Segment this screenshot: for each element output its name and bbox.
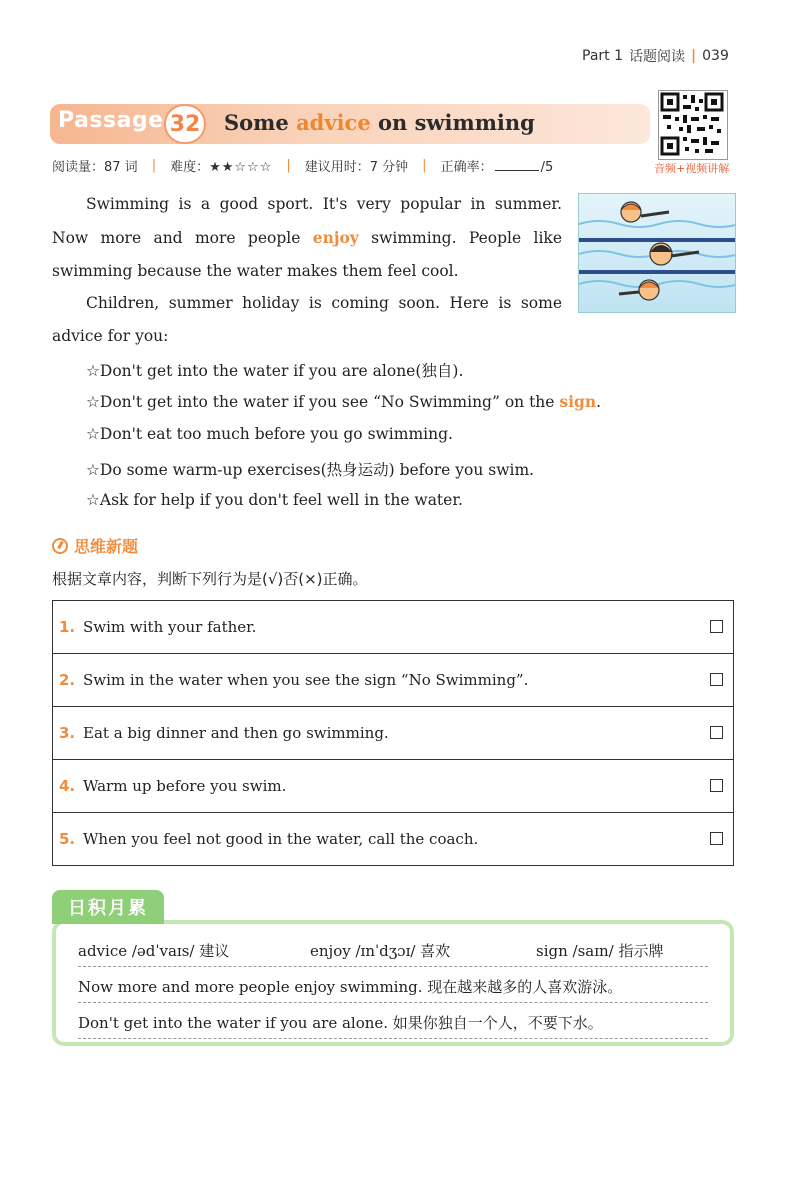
title-part: on swimming <box>378 110 535 135</box>
accuracy-total: /5 <box>540 160 554 175</box>
advice-item: ☆Ask for help if you don't feel well in the water. <box>86 491 463 509</box>
advice-item <box>86 392 601 411</box>
vocab-word: advice /ədˈvaɪs/ 建议 <box>78 942 230 960</box>
page-header <box>582 46 729 66</box>
answer-checkbox[interactable] <box>710 620 723 633</box>
vocab-words <box>78 936 708 967</box>
divider: | <box>151 158 157 173</box>
suggested-time: 建议用时：7 分钟 <box>304 160 409 175</box>
passage-title <box>224 110 535 135</box>
advice-item: ☆Don't eat too much before you go swimming. <box>86 425 453 443</box>
title-keyword: advice <box>296 110 371 135</box>
advice-item: ☆Do some warm-up exercises(热身运动) before you swim. <box>86 461 535 479</box>
text-run: swimming. People like swimming because the water makes them feel cool. <box>52 229 562 280</box>
question-text: Swim in the water when you see the sign “No Swimming”. <box>83 671 529 689</box>
accuracy-blank[interactable] <box>495 158 539 171</box>
reading-info <box>52 156 553 175</box>
text-run: ☆Don't get into the water if you see “No Swimming” on the <box>86 393 560 411</box>
difficulty-stars: ★★☆☆☆ <box>209 160 273 175</box>
pen-icon <box>52 538 68 554</box>
questions-table <box>52 600 734 866</box>
paragraph-2: Children, summer holiday is coming soon. Here is some advice for you: <box>52 294 562 345</box>
paragraph-1 <box>52 188 562 288</box>
vocab-sentence-1: Now more and more people enjoy swimming. 现在越来越多的人喜欢游泳。 <box>78 972 708 1003</box>
text-run: Swimming is a good sport. It's very popular in summer. Now more and more people <box>52 195 562 247</box>
question-text: When you feel not good in the water, call the coach. <box>83 830 479 848</box>
passage-label: Passage <box>58 108 164 133</box>
accuracy <box>441 156 554 175</box>
vocab-word: enjoy /ɪnˈdʒɔɪ/ 喜欢 <box>310 942 451 960</box>
question-text: Swim with your father. <box>83 618 257 636</box>
part-label: Part 1 <box>582 48 623 64</box>
page-number: 039 <box>702 48 729 64</box>
question-number: 5. <box>59 830 76 848</box>
question-row <box>53 601 733 654</box>
answer-checkbox[interactable] <box>710 779 723 792</box>
section-label: 话题阅读 <box>629 49 685 65</box>
section-title: 思维新题 <box>74 537 139 556</box>
answer-checkbox[interactable] <box>710 726 723 739</box>
answer-checkbox[interactable] <box>710 673 723 686</box>
question-number: 2. <box>59 671 76 689</box>
question-row <box>53 707 733 760</box>
keyword-sign: sign <box>559 392 597 411</box>
vocab-tab: 日积月累 <box>52 890 164 924</box>
vocab-sentence-2: Don't get into the water if you are alone. 如果你独自一个人，不要下水。 <box>78 1008 708 1039</box>
passage-number: 32 <box>164 104 206 144</box>
vocab-word: sign /saɪn/ 指示牌 <box>536 942 664 960</box>
qr-code-graphic <box>659 91 725 157</box>
divider: | <box>691 48 697 64</box>
question-number: 1. <box>59 618 76 636</box>
question-row <box>53 813 733 865</box>
swimmers-illustration <box>578 193 736 313</box>
divider: | <box>422 158 427 173</box>
swimmers-image <box>579 194 735 312</box>
section-heading <box>52 534 138 557</box>
question-row <box>53 760 733 813</box>
question-number: 3. <box>59 724 76 742</box>
question-row <box>53 654 733 707</box>
difficulty <box>170 156 272 175</box>
question-text: Warm up before you swim. <box>83 777 287 795</box>
title-part: Some <box>224 110 289 135</box>
text-run: . <box>596 393 602 411</box>
accuracy-label: 正确率： <box>440 160 493 175</box>
divider: | <box>286 158 291 173</box>
keyword-enjoy: enjoy <box>312 228 359 247</box>
word-count: 阅读量：87 词 <box>52 160 138 175</box>
difficulty-label: 难度： <box>170 160 210 175</box>
advice-item: ☆Don't get into the water if you are alone(独自). <box>86 362 464 380</box>
question-text: Eat a big dinner and then go swimming. <box>83 724 389 742</box>
question-number: 4. <box>59 777 76 795</box>
qr-code[interactable] <box>658 90 728 160</box>
vocab-box <box>52 920 734 1046</box>
answer-checkbox[interactable] <box>710 832 723 845</box>
qr-caption: 音频+视频讲解 <box>654 162 730 175</box>
instruction: 根据文章内容，判断下列行为是(√)否(×)正确。 <box>52 570 368 588</box>
